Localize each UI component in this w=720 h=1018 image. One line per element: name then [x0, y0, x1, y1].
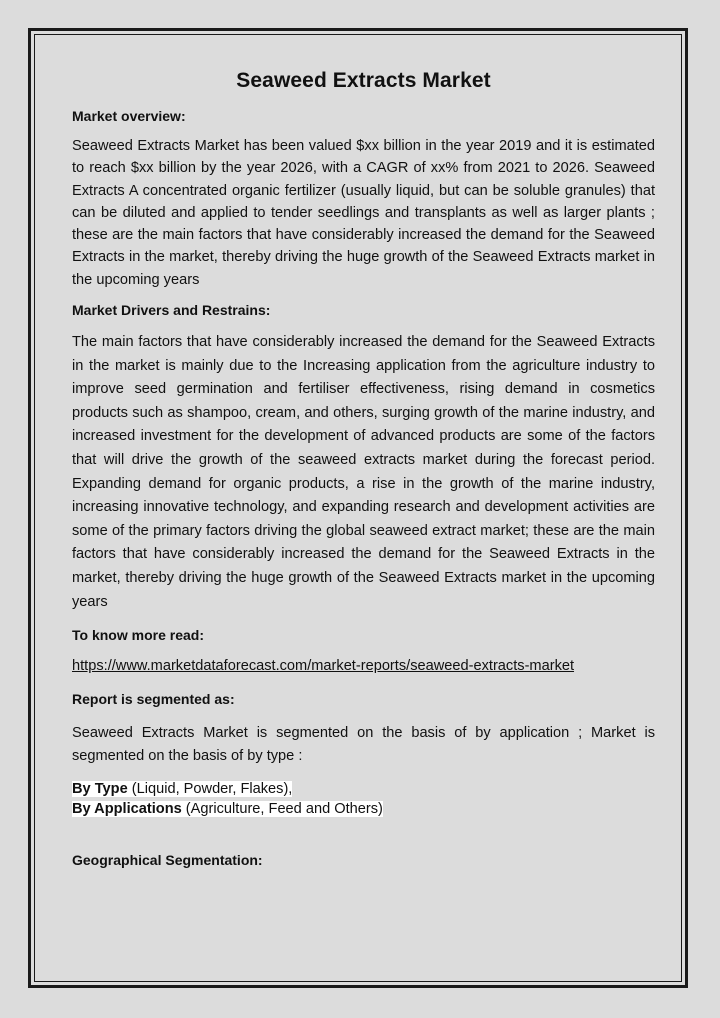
- document-content: [72, 69, 655, 879]
- by-type-label: By Type: [72, 780, 128, 797]
- read-more-heading: To know more read:: [72, 627, 204, 644]
- document-title: Seaweed Extracts Market: [236, 69, 491, 92]
- document-page: [28, 28, 688, 988]
- drivers-paragraph: The main factors that have considerably increased the demand for the Seaweed Extracts in the market is mainly due to the Increasing application from the agriculture industry to improve seed germination and fertiliser effectiveness, rising demand in cosmetics products such as shampoo, cream, and others, surging growth of the marine industry, and increased investment for the development of advanced products are some of the factors that will drive the growth of the seaweed extracts market during the forecast period. Expanding demand for organic products, a rise in the growth of the marine industry, increasing innovative technology, and expanding research and development activities are some of the primary factors driving the global seaweed extract market; these are the main factors that have considerably increased the demand for the Seaweed Extracts in the market, thereby driving the huge growth of the Seaweed Extracts market in the upcoming years: [72, 334, 655, 610]
- by-applications-line: [72, 799, 655, 819]
- by-type-values: (Liquid, Powder, Flakes),: [127, 780, 293, 797]
- overview-paragraph: Seaweed Extracts Market has been valued $xx billion in the year 2019 and it is estimated to reach $xx billion by the year 2026, with a CAGR of xx% from 2021 to 2026. Seaweed Extracts A concentrated organic fertilizer (usually liquid, but can be soluble granules) that can be diluted and applied to tender seedlings and transplants as well as larger plants ; these are the main factors that have considerably increased the demand for the Seaweed Extracts in the market, thereby driving the huge growth of the Seaweed Extracts market in the upcoming years: [72, 138, 655, 288]
- segmented-heading: Report is segmented as:: [72, 691, 235, 708]
- report-link[interactable]: https://www.marketdataforecast.com/market-reports/seaweed-extracts-market: [72, 658, 575, 675]
- geo-heading: Geographical Segmentation:: [72, 851, 263, 868]
- by-applications-label: By Applications: [72, 800, 182, 817]
- overview-heading: Market overview:: [72, 108, 186, 124]
- drivers-heading: Market Drivers and Restrains:: [72, 302, 271, 319]
- by-applications-values: (Agriculture, Feed and Others): [181, 800, 383, 817]
- by-type-line: [72, 779, 655, 799]
- segmented-paragraph: Seaweed Extracts Market is segmented on the basis of by application ; Market is segmented on the basis of by type :: [72, 725, 655, 764]
